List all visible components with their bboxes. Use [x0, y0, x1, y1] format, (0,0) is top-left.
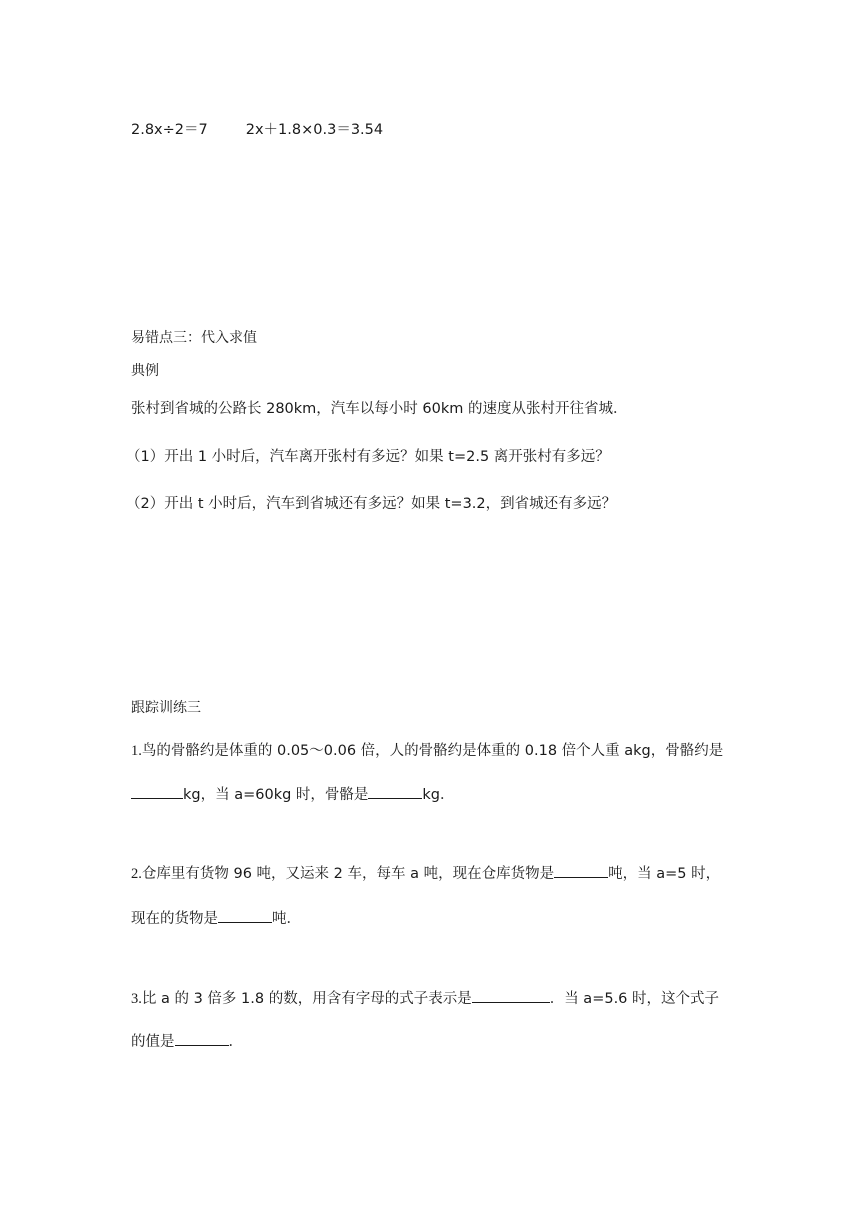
answer-blank[interactable] — [218, 908, 272, 923]
item-text: 仓库里有货物 96 吨，又运来 2 车，每车 a 吨，现在仓库货物是 — [141, 866, 555, 882]
practice-item-3-line1 — [131, 987, 719, 1008]
item-text: 的值是 — [131, 1034, 175, 1050]
practice-item-2-line1 — [131, 862, 720, 883]
item-number: 1. — [131, 743, 142, 759]
item-text: ．当 a=5.6 时，这个式子 — [549, 991, 720, 1007]
item-text: ． — [228, 1034, 243, 1050]
item-number: 2. — [131, 866, 142, 882]
item-text: kg． — [422, 787, 455, 803]
practice-heading: 跟踪训练三 — [131, 700, 201, 716]
answer-blank[interactable] — [554, 863, 608, 878]
answer-blank[interactable] — [472, 988, 550, 1003]
equation-row — [131, 118, 383, 139]
item-text: 比 a 的 3 倍多 1.8 的数，用含有字母的式子表示是 — [141, 991, 472, 1007]
question-2: （2）开出 t 小时后，汽车到省城还有多远？如果 t=3.2，到省城还有多远？ — [126, 496, 617, 512]
equation-1: 2.8x÷2＝7 — [131, 122, 208, 138]
practice-item-1-line2 — [131, 783, 455, 804]
item-text: 现在的货物是 — [131, 911, 218, 927]
answer-blank[interactable] — [175, 1031, 229, 1046]
section-heading: 易错点三：代入求值 — [131, 330, 257, 346]
answer-blank[interactable] — [368, 784, 422, 799]
item-text: 鸟的骨骼约是体重的 0.05～0.06 倍，人的骨骼约是体重的 0.18 倍个人重 akg，骨骼约是 — [141, 743, 724, 759]
item-text: 吨，当 a=5 时， — [608, 866, 721, 882]
practice-item-2-line2 — [131, 907, 301, 928]
problem-stem: 张村到省城的公路长 280km，汽车以每小时 60km 的速度从张村开往省城． — [131, 401, 628, 417]
item-number: 3. — [131, 991, 142, 1007]
question-1: （1）开出 1 小时后，汽车离开张村有多远？如果 t=2.5 离开张村有多远？ — [126, 449, 610, 465]
practice-item-3-line2 — [131, 1030, 243, 1051]
example-label: 典例 — [131, 363, 159, 379]
practice-item-1-line1 — [131, 739, 723, 760]
item-text: kg，当 a=60kg 时，骨骼是 — [183, 787, 369, 803]
item-text: 吨． — [272, 911, 301, 927]
answer-blank[interactable] — [131, 784, 183, 799]
equation-2: 2x＋1.8×0.3＝3.54 — [245, 122, 384, 138]
